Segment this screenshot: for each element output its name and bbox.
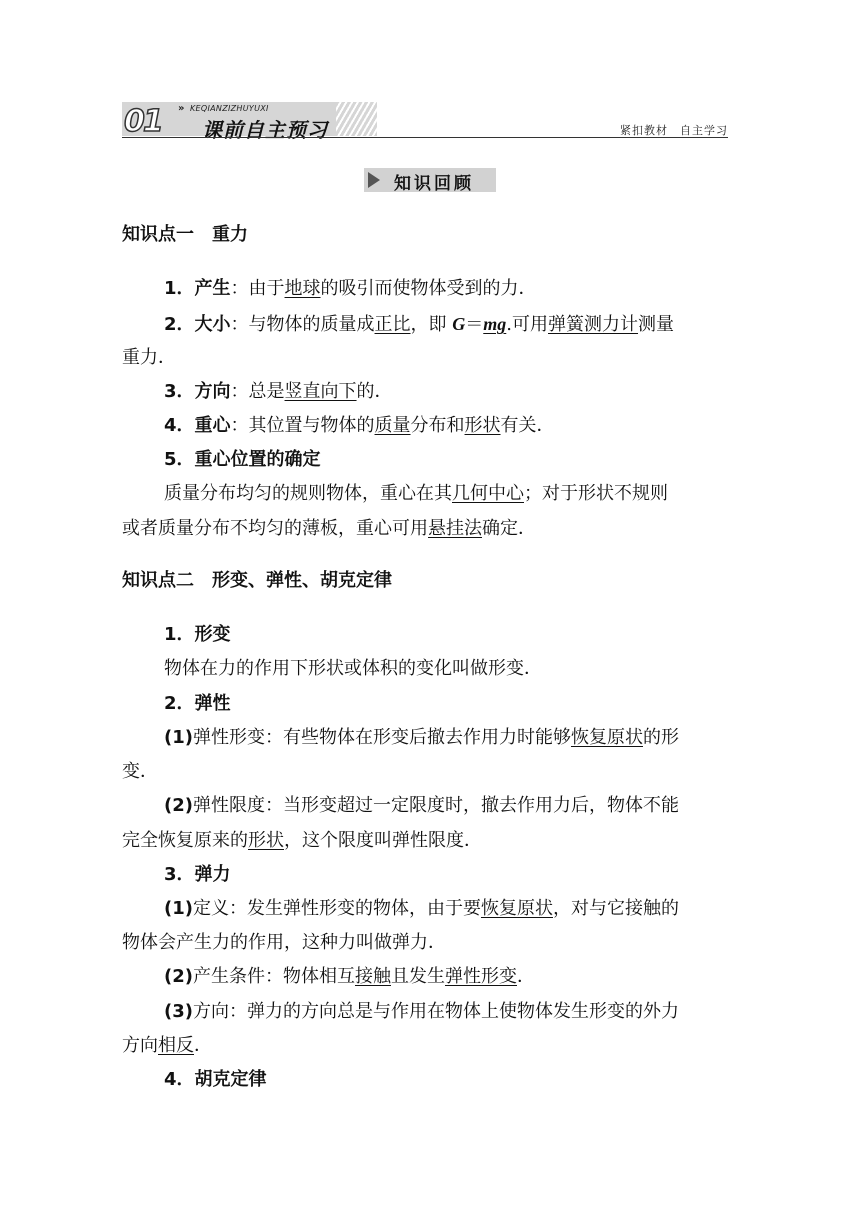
kp1-item-3: 3．方向：总是竖直向下的． (164, 381, 393, 402)
header-rule (122, 137, 728, 138)
formula-g: G (452, 314, 466, 334)
kp2-item-1: 1．形变 (164, 624, 231, 645)
header-pinyin: KEQIANZIZHUYUXI (190, 104, 269, 113)
section-tag (364, 168, 496, 192)
header-number: 01 (124, 104, 162, 139)
kp2-item-2-sub-2-cont: 完全恢复原来的形状，这个限度叫弹性限度． (122, 830, 482, 851)
kp1-item-5-para: 质量分布均匀的规则物体，重心在其几何中心；对于形状不规则 (164, 483, 668, 504)
kp2-title: 知识点二 形变、弹性、胡克定律 (122, 570, 392, 591)
kp2-item-1-text: 物体在力的作用下形状或体积的变化叫做形变． (164, 658, 542, 679)
kp2-item-3-sub-3-cont: 方向相反． (122, 1035, 212, 1056)
kp1-item-4: 4．重心：其位置与物体的质量分布和形状有关． (164, 415, 555, 436)
kp2-item-2-sub-1-cont: 变． (122, 761, 158, 782)
section-header (122, 100, 728, 140)
double-chevron-icon: » (178, 103, 185, 114)
kp1-item-2: 2．大小：与物体的质量成正比，即 G＝mg.可用弹簧测力计测量 (164, 314, 675, 335)
kp1-item-5-para-cont: 或者质量分布不均匀的薄板，重心可用悬挂法确定． (122, 518, 536, 539)
formula-mg: mg (483, 314, 507, 334)
header-stripes (336, 102, 377, 136)
arrow-icon (368, 172, 380, 188)
kp2-item-2-sub-1: (1)弹性形变：有些物体在形变后撤去作用力时能够恢复原状的形 (164, 727, 679, 748)
kp1-item-2-cont: 重力． (122, 347, 176, 368)
kp2-item-4: 4．胡克定律 (164, 1069, 267, 1090)
header-slogan: 紧扣教材 自主学习 (620, 124, 728, 137)
section-tag-label: 知识回顾 (394, 174, 474, 194)
kp2-item-3-sub-3: (3)方向：弹力的方向总是与作用在物体上使物体发生形变的外力 (164, 1001, 679, 1022)
kp1-item-5: 5．重心位置的确定 (164, 449, 321, 470)
kp2-item-3: 3．弹力 (164, 864, 231, 885)
kp2-item-3-sub-1-cont: 物体会产生力的作用，这种力叫做弹力． (122, 932, 446, 953)
kp2-item-2-sub-2: (2)弹性限度：当形变超过一定限度时，撤去作用力后，物体不能 (164, 795, 679, 816)
header-title: 课前自主预习 (202, 118, 328, 142)
kp2-item-3-sub-1: (1)定义：发生弹性形变的物体，由于要恢复原状，对与它接触的 (164, 898, 679, 919)
kp2-item-2: 2．弹性 (164, 693, 231, 714)
kp1-title: 知识点一 重力 (122, 224, 248, 245)
kp2-item-3-sub-2: (2)产生条件：物体相互接触且发生弹性形变． (164, 966, 535, 987)
kp1-item-1: 1．产生：由于地球的吸引而使物体受到的力． (164, 278, 537, 299)
